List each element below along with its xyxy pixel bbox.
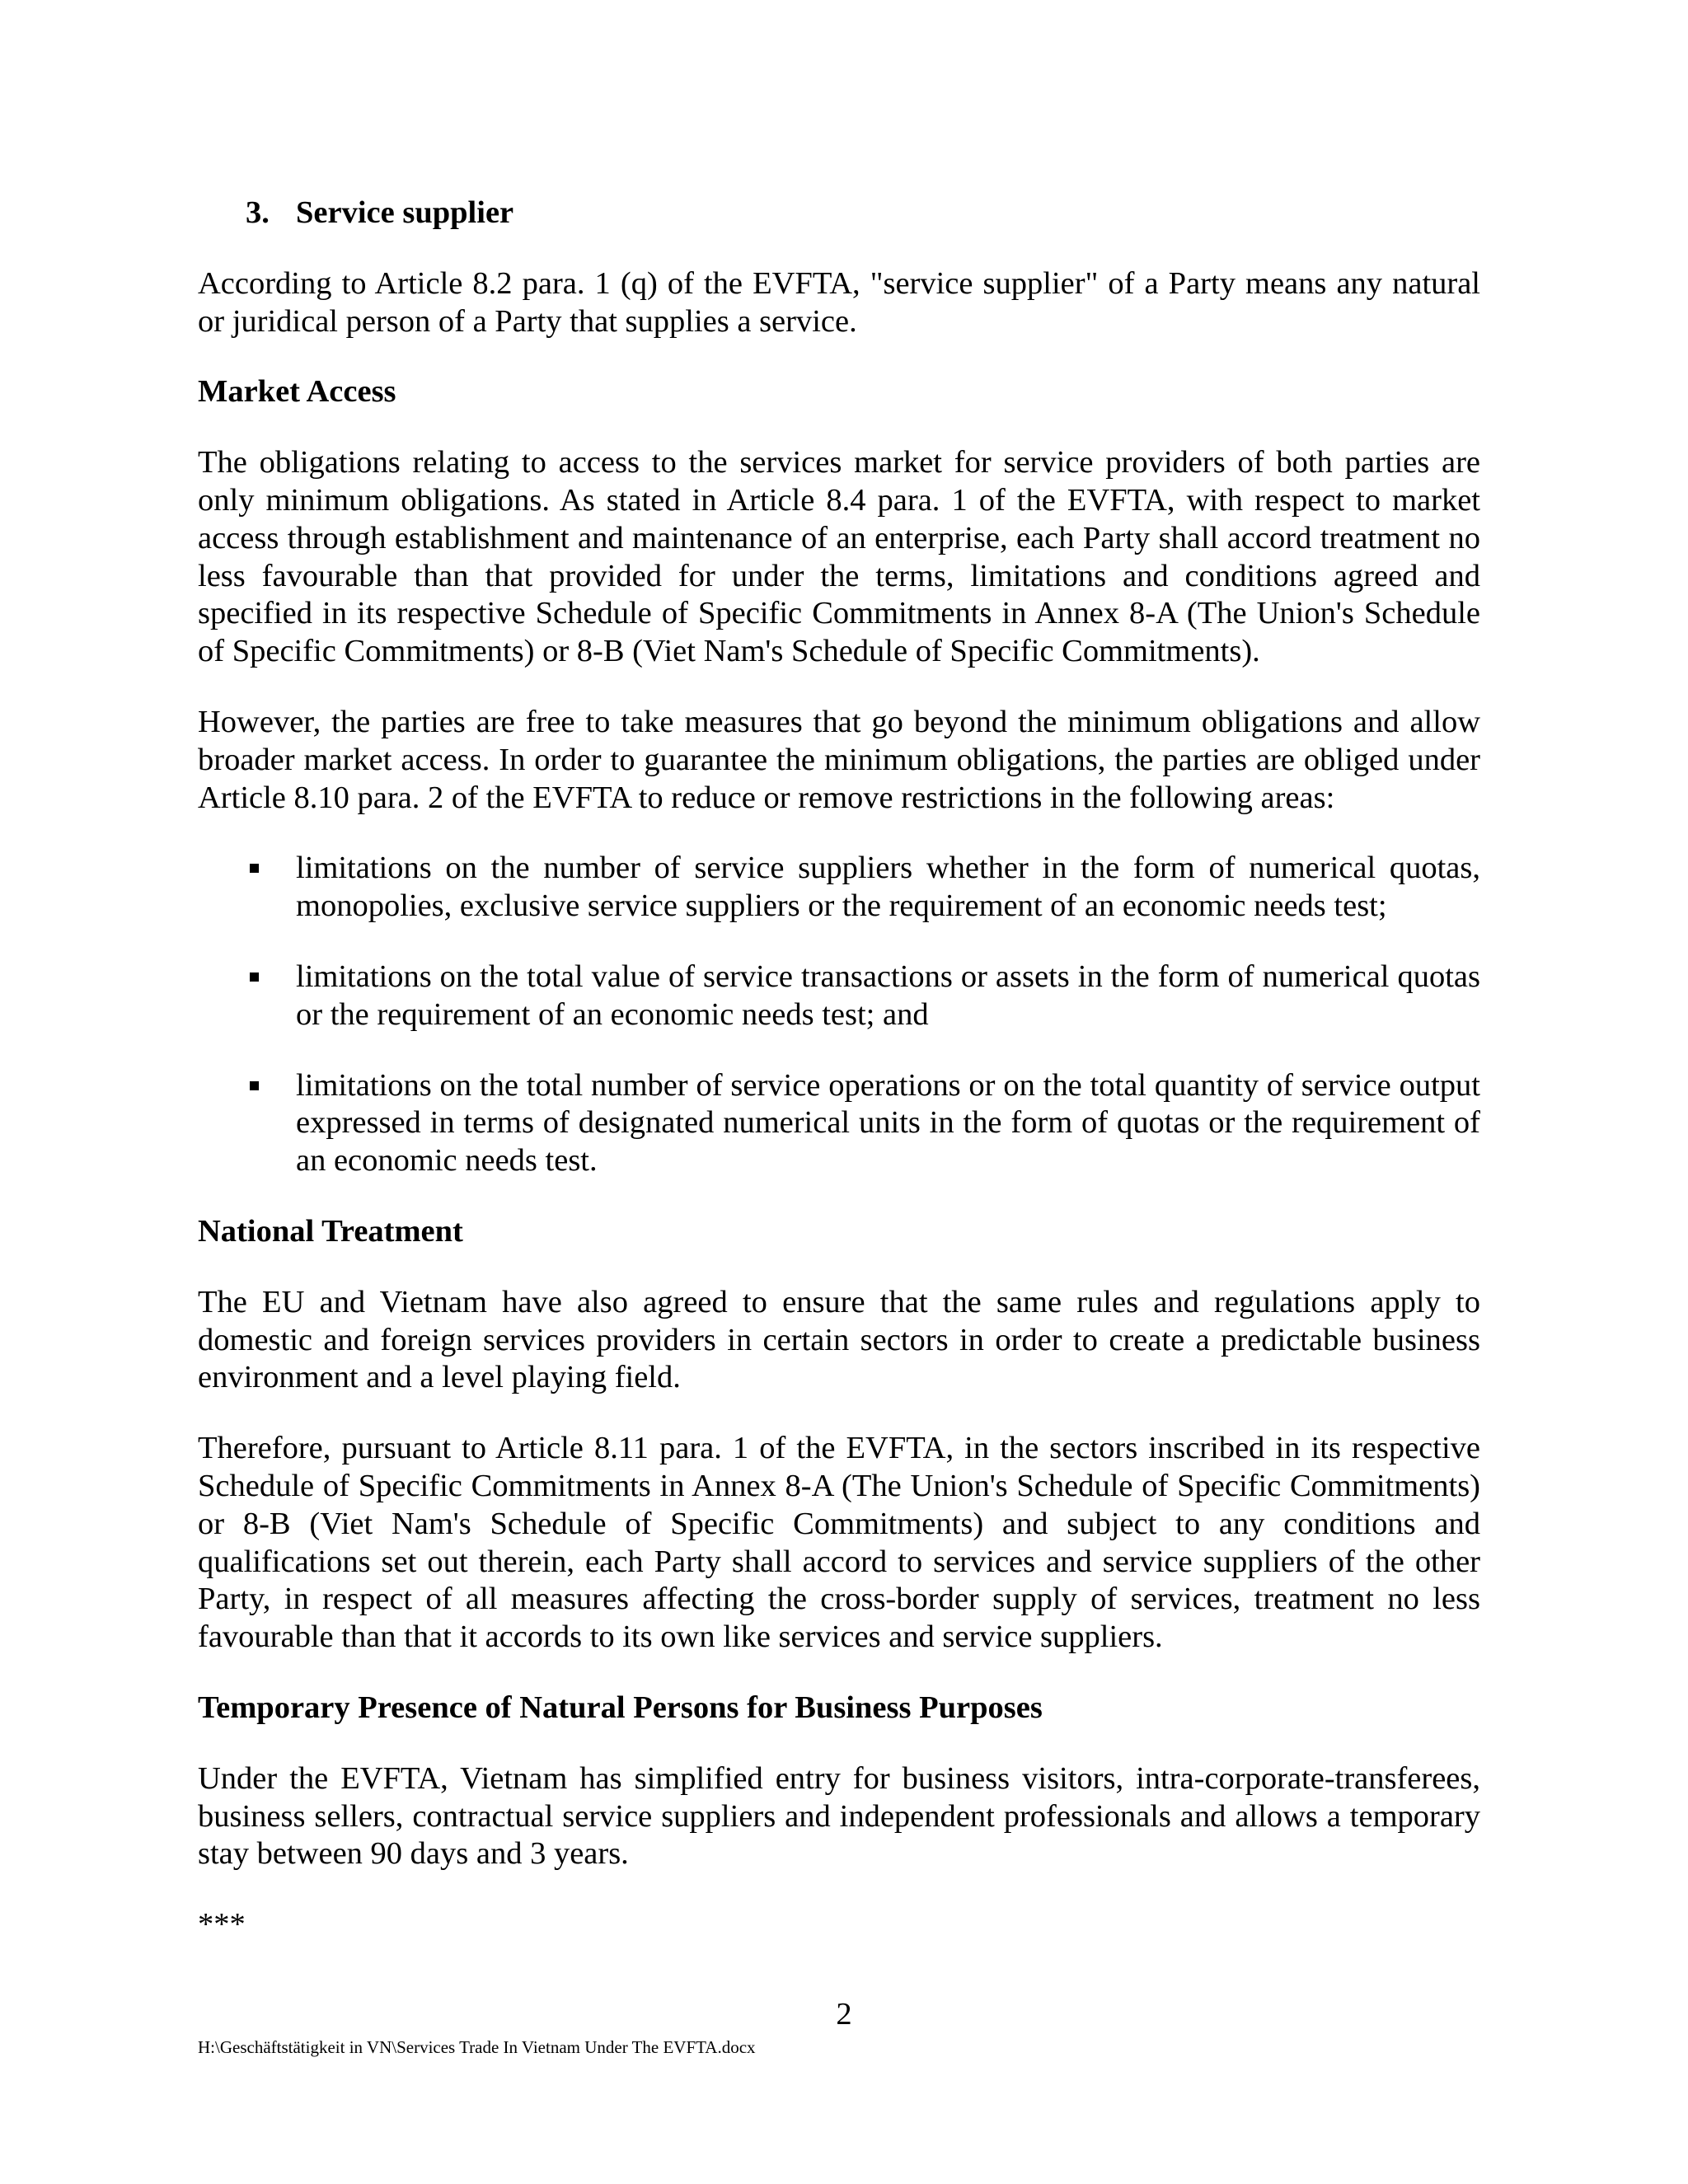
list-item [198, 958, 1480, 1034]
footer-file-path: H:\Geschäftstätigkeit in VN\Services Trade In Vietnam Under The EVFTA.docx [198, 2037, 756, 2057]
temporary-presence-paragraph: Under the EVFTA, Vietnam has simplified entry for business visitors, intra-corporate-transferees, business sellers, contractual service suppliers and independent professionals and allows a temporary stay between 90 days and 3 years. [198, 1760, 1480, 1872]
square-bullet-icon [250, 864, 259, 873]
square-bullet-icon [250, 972, 259, 982]
market-access-paragraph-1: The obligations relating to access to the services market for service providers of both parties are only minimum obligations. As stated in Article 8.4 para. 1 of the EVFTA, with respect to market access through establishment and maintenance of an enterprise, each Party shall accord treatment no less favourable than that provided for under the terms, limitations and conditions agreed and specified in its respective Schedule of Specific Commitments in Annex 8-A (The Union's Schedule of Specific Commitments) or 8-B (Viet Nam's Schedule of Specific Commitments). [198, 445, 1480, 669]
national-treatment-paragraph-2: Therefore, pursuant to Article 8.11 para. 1 of the EVFTA, in the sectors inscribed in its respective Schedule of Specific Commitments in Annex 8-A (The Union's Schedule of Specific Commitments) or 8-B (Viet Nam's Schedule of Specific Commitments) and subject to any conditions and qualifications set out therein, each Party shall accord to services and service suppliers of the other Party, in respect of all measures affecting the cross-border supply of services, treatment no less favourable than that it accords to its own like services and service suppliers. [198, 1431, 1480, 1655]
section-intro-paragraph: According to Article 8.2 para. 1 (q) of the EVFTA, "service supplier" of a Party means any natural or juridical person of a Party that supplies a service. [198, 265, 1480, 339]
national-treatment-paragraph-1: The EU and Vietnam have also agreed to ensure that the same rules and regulations apply to domestic and foreign services providers in certain sectors in order to create a predictable business environment and a level playing field. [198, 1284, 1480, 1395]
market-access-paragraph-2: However, the parties are free to take measures that go beyond the minimum obligations and allow broader market access. In order to guarantee the minimum obligations, the parties are obliged under Article 8.10 para. 2 of the EVFTA to reduce or remove restrictions in the following areas: [198, 704, 1480, 815]
document-body [198, 194, 1480, 1944]
list-item-text: limitations on the total number of service operations or on the total quantity of service output expressed in terms of designated numerical units in the form of quotas or the requirement of an economic needs test. [296, 1067, 1480, 1179]
section-number: 3. [246, 195, 270, 230]
end-marker: *** [198, 1907, 246, 1943]
square-bullet-icon [250, 1081, 259, 1090]
market-access-heading: Market Access [198, 374, 396, 410]
list-item [198, 850, 1480, 926]
list-item [198, 1067, 1480, 1180]
page-number: 2 [836, 1997, 852, 2032]
temporary-presence-heading: Temporary Presence of Natural Persons for Business Purposes [198, 1690, 1043, 1725]
section-title: Service supplier [296, 195, 514, 230]
list-item-text: limitations on the total value of service transactions or assets in the form of numerical quotas or the requirement of an economic needs test; and [296, 958, 1480, 1032]
list-item-text: limitations on the number of service suppliers whether in the form of numerical quotas, monopolies, exclusive service suppliers or the requirement of an economic needs test; [296, 851, 1480, 924]
market-access-bullet-list [198, 850, 1480, 1180]
national-treatment-heading: National Treatment [198, 1213, 463, 1249]
section-heading [198, 194, 1480, 232]
